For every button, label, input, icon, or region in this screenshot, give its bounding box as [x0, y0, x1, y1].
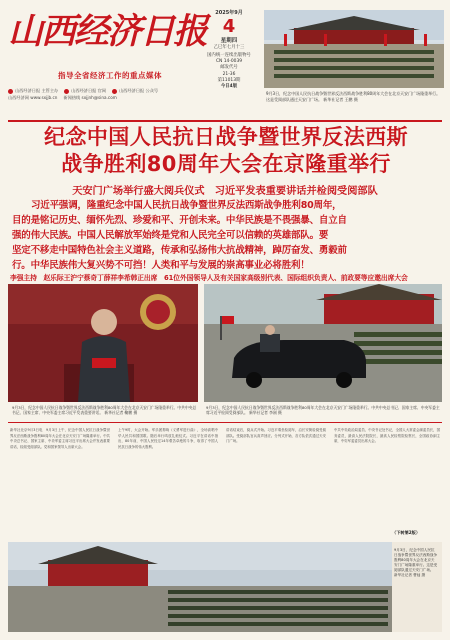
headline-line-1: 纪念中国人民抗日战争暨世界反法西斯: [44, 125, 408, 149]
lede-paragraph: [12, 198, 440, 273]
subheadline: 天安门广场举行盛大阅兵仪式 习近平发表重要讲话并检阅受阅部队: [72, 186, 378, 197]
photo-review: [204, 284, 442, 402]
bottom-photo: [8, 542, 442, 632]
website-link[interactable]: 山西经济网 www.sxjjb.cn: [8, 95, 58, 100]
article-col-2: 上午9时，大会开始。军乐团奏响《义勇军进行曲》，全场高唱中华人民共和国国歌。随后举行鸣放礼炮仪式。习近平在讲话中指出，80年前，中国人民经过14年艰苦卓绝的斗争，取得了中国人民抗日战争的伟大胜利。: [118, 428, 218, 449]
top-photo: [264, 10, 444, 88]
article-divider: [8, 422, 442, 423]
date-box: [200, 8, 258, 120]
headline-line-2: 战争胜利80周年大会在京隆重举行: [61, 152, 391, 176]
masthead-logo: 山西经济日报: [8, 11, 207, 52]
cn-label: 国内统一连续出版物号: [207, 52, 251, 58]
article-col-4: 中共中央政治局委员、中央书记处书记，全国人大常委会副委员长，国务委员，最高人民法院院长，最高人民检察院检察长，全国政协副主席，中央军委委员出席大会。: [334, 428, 440, 443]
main-headline: [14, 124, 438, 178]
masthead-ids: [8, 87, 203, 101]
photo-speech-caption: 9月3日，纪念中国人民抗日战争暨世界反法西斯战争胜利80周年大会在北京天安门广场隆重举行。中共中央总书记、国家主席、中央军委主席习近平发表重要讲话。 新华社记者 鞠鹏 摄: [12, 405, 197, 416]
id-2: 山西经济日报 官网: [64, 87, 106, 94]
lede-line-4: 坚定不移走中国特色社会主义道路，传承和弘扬伟大抗战精神，踔厉奋发、勇毅前: [12, 245, 347, 256]
photo-review-caption: 9月3日，纪念中国人民抗日战争暨世界反法西斯战争胜利80周年大会在北京天安门广场隆重举行。中共中央总书记、国家主席、中央军委主席习近平检阅受阅部队。 新华社记者 李刚 摄: [206, 405, 440, 416]
page-count: 今日4版: [220, 84, 238, 90]
photo-speech: [8, 284, 198, 402]
attendees-byline: 李强主持 赵乐际王沪宁蔡奇丁薛祥李希韩正出席 61位外国领导人及有关国家高级别代表、国际组织负责人、前政要等应邀出席大会: [10, 274, 408, 282]
date-month: 2025年9月: [215, 10, 243, 16]
lede-line-5: 行。中华民族伟大复兴势不可挡！人类和平与发展的崇高事业必将胜利！: [12, 260, 310, 271]
top-photo-caption: 9月3日，纪念中国人民抗日战争暨世界反法西斯战争胜利80周年大会在北京天安门广场隆重举行。这是受阅部队通过天安门广场。 新华社记者 王鹏 摄: [266, 91, 441, 102]
continued-note: （下转第2版）: [392, 530, 421, 535]
masthead-slogan: 指导全省经济工作的重点媒体: [58, 71, 162, 80]
post-label: 邮发代号: [220, 65, 238, 71]
bottom-photo-caption: 9月3日，纪念中国人民抗日战争暨世界反法西斯战争胜利80周年大会在北京天安门广场隆重举行。这是受阅部队通过天安门广场。 新华社记者 曹灿 摄: [394, 548, 438, 577]
news-hotline: 新闻热线 sxjjnh@sina.com: [63, 95, 117, 100]
date-lunar: 乙巳年七月十三: [213, 44, 245, 50]
date-day: 4: [222, 16, 236, 38]
post-number: 21-36: [222, 71, 236, 77]
issue-number: 第11013期: [217, 78, 241, 84]
id-1: 山西经济日报 主管主办: [8, 87, 58, 94]
article-col-3: 讲话结束后，阅兵式开始。习近平乘坐检阅车，沿长安街检阅受阅部队。受阅部队官兵高声回应。分列式开始，各方队依次通过天安门广场。: [226, 428, 326, 443]
masthead-divider: [8, 120, 442, 122]
lede-line-2: 目的是铭记历史、缅怀先烈、珍爱和平、开创未来。中华民族是不畏强暴、自立自: [12, 215, 347, 226]
article-col-1: 新华社北京9月3日电 9月3日上午，纪念中国人民抗日战争暨世界反法西斯战争胜利80周年大会在北京天安门广场隆重举行。中共中央总书记、国家主席、中央军委主席习近平出席大会并发表重要讲话，检阅受阅部队。党和国家领导人出席大会。: [10, 428, 110, 449]
lede-line-3: 强的伟大民族。中国人民解放军始终是党和人民完全可以信赖的英雄部队。要: [12, 230, 329, 241]
id-3: 山西经济日报 公众号: [112, 87, 158, 94]
date-weekday: 星期四: [220, 38, 238, 45]
lede-line-1: 习近平强调，隆重纪念中国人民抗日战争暨世界反法西斯战争胜利80周年，: [31, 200, 342, 211]
cn-number: CN 14-0039: [215, 59, 243, 65]
